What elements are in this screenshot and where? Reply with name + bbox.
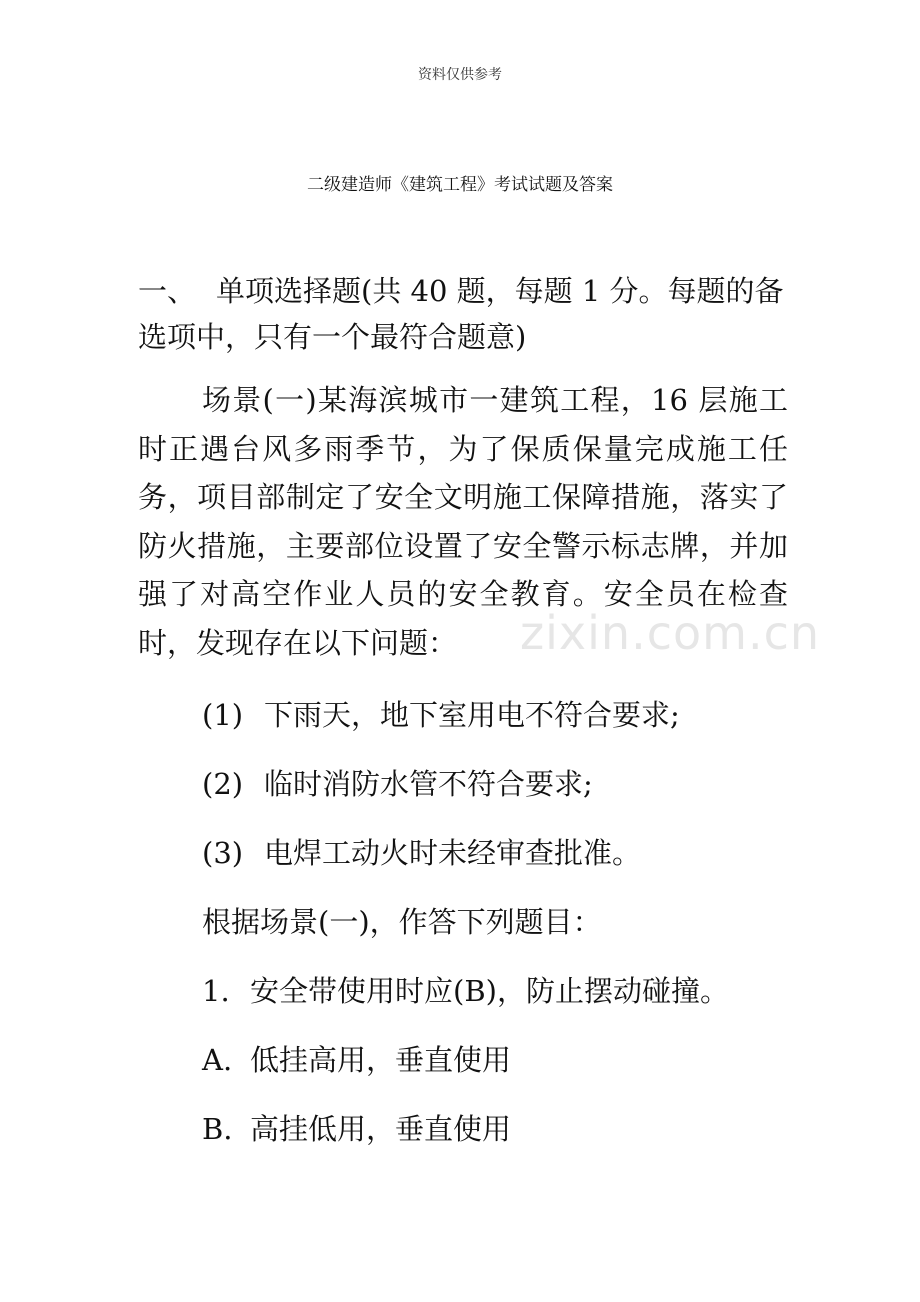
problem-text: 电焊工动火时未经审查批准。 — [264, 836, 642, 870]
section-title: 单项选择题(共 40 题，每题 1 分。每题的备选项中，只有一个最符合题意) — [138, 274, 784, 354]
problem-text: 下雨天，地下室用电不符合要求; — [264, 698, 680, 732]
question-text: 安全带使用时应(B)，防止摆动碰撞。 — [250, 974, 729, 1008]
header-note: 资料仅供参考 — [418, 67, 502, 83]
problem-item — [138, 695, 788, 764]
document-title: 二级建造师《建筑工程》考试试题及答案 — [307, 175, 613, 195]
problem-label: (3) — [202, 836, 244, 870]
option-label: A. — [202, 1043, 233, 1077]
instruction-line: 根据场景(一)，作答下列题目： — [202, 905, 602, 939]
problem-item — [138, 764, 788, 833]
section-heading — [138, 268, 788, 360]
question-number: 1. — [202, 974, 230, 1008]
problem-label: (2) — [202, 767, 244, 801]
option-item — [138, 1040, 788, 1109]
option-item — [138, 1109, 788, 1178]
option-text: 低挂高用，垂直使用 — [250, 1043, 512, 1077]
scenario-paragraph: 场景(一)某海滨城市一建筑工程，16 层施工时正遇台风多雨季节，为了保质保量完成施工任务，项目部制定了安全文明施工保障措施，落实了防火措施，主要部位设置了安全警示标志牌，并加强了对高空作业人员的安全教育。安全员在检查时，发现存在以下问题： — [138, 383, 788, 660]
option-text: 高挂低用，垂直使用 — [250, 1112, 512, 1146]
option-label: B. — [202, 1112, 233, 1146]
section-number: 一、 — [138, 274, 197, 308]
watermark: zixin.com.cn — [520, 606, 821, 660]
problem-label: (1) — [202, 698, 244, 732]
question-item — [138, 971, 788, 1040]
document-body — [138, 268, 788, 1178]
problem-text: 临时消防水管不符合要求; — [264, 767, 593, 801]
problem-item — [138, 833, 788, 902]
